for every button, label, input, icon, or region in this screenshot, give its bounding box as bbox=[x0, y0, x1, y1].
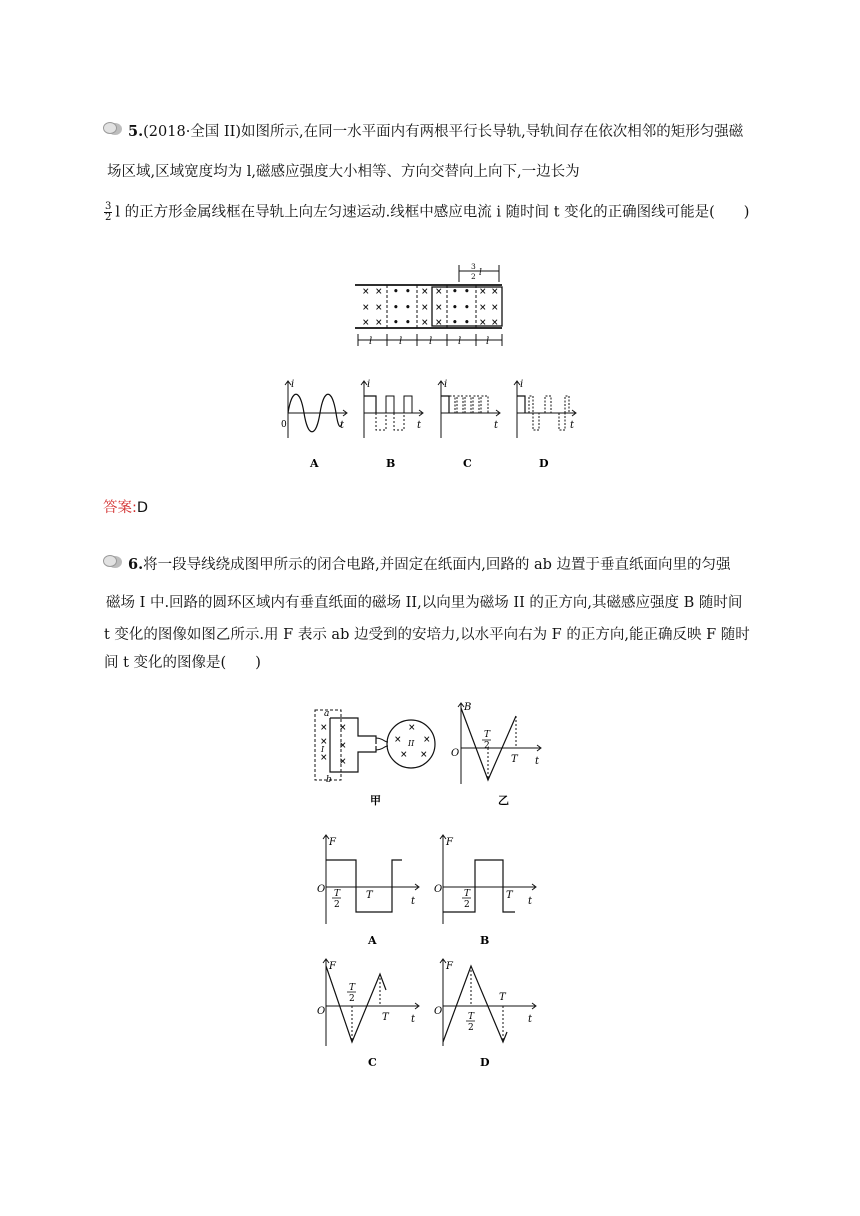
svg-text:×: × bbox=[435, 318, 443, 328]
svg-text:×: × bbox=[320, 723, 328, 733]
svg-text:t: t bbox=[340, 420, 345, 431]
svg-text:F: F bbox=[329, 837, 336, 848]
svg-text:l: l bbox=[486, 336, 490, 347]
svg-text:•: • bbox=[393, 287, 399, 297]
svg-text:×: × bbox=[423, 735, 431, 745]
q6-option-b-label: B bbox=[480, 934, 490, 947]
svg-text:×: × bbox=[408, 723, 416, 733]
svg-text:×: × bbox=[479, 303, 487, 313]
q6-option-d-label: D bbox=[480, 1056, 490, 1069]
svg-text:×: × bbox=[375, 303, 383, 313]
svg-text:t: t bbox=[528, 896, 533, 907]
q5-fraction: $\frac{3}{2}$ bbox=[105, 201, 112, 223]
svg-text:0: 0 bbox=[281, 420, 287, 430]
q6-bt-graph bbox=[444, 700, 549, 810]
svg-text:B: B bbox=[464, 702, 472, 713]
q6-line4: 间 t 变化的图像是( ) bbox=[104, 655, 261, 671]
svg-text:O: O bbox=[451, 748, 460, 759]
svg-text:F: F bbox=[329, 961, 336, 972]
svg-text:F: F bbox=[446, 961, 453, 972]
q5-line3 bbox=[104, 202, 749, 223]
svg-text:T: T bbox=[499, 992, 506, 1003]
svg-text:T: T bbox=[468, 1012, 475, 1022]
region-II: II bbox=[408, 739, 415, 748]
svg-text:×: × bbox=[491, 303, 499, 313]
svg-text:T: T bbox=[464, 889, 471, 899]
svg-text:×: × bbox=[394, 735, 402, 745]
q5-number: 5. bbox=[128, 123, 144, 140]
svg-text:×: × bbox=[339, 723, 347, 733]
question-badge-icon bbox=[103, 122, 123, 136]
svg-text:×: × bbox=[420, 750, 428, 760]
q6-graph-c bbox=[318, 956, 428, 1074]
q5-graph-b bbox=[356, 378, 428, 473]
svg-text:×: × bbox=[339, 741, 347, 751]
svg-text:•: • bbox=[464, 303, 470, 313]
q6-option-a-label: A bbox=[368, 934, 377, 947]
svg-text:×: × bbox=[375, 318, 383, 328]
svg-text:T: T bbox=[382, 1012, 389, 1023]
label-yi: 乙 bbox=[498, 794, 509, 807]
q5-graph-c bbox=[433, 378, 505, 473]
svg-text:•: • bbox=[393, 303, 399, 313]
svg-text:×: × bbox=[435, 303, 443, 313]
svg-text:•: • bbox=[405, 318, 411, 328]
svg-text:2: 2 bbox=[468, 1023, 474, 1033]
svg-text:•: • bbox=[405, 287, 411, 297]
frame-length-label bbox=[469, 262, 482, 281]
svg-text:×: × bbox=[491, 287, 499, 297]
svg-text:2: 2 bbox=[334, 900, 340, 910]
svg-text:O: O bbox=[434, 1006, 443, 1017]
svg-text:×: × bbox=[320, 753, 328, 763]
q5-option-d-label: D bbox=[539, 457, 549, 470]
svg-text:t: t bbox=[535, 756, 540, 767]
q5-graph-d bbox=[509, 378, 581, 473]
svg-text:×: × bbox=[362, 287, 370, 297]
svg-text:O: O bbox=[434, 884, 443, 895]
q5-option-a-label: A bbox=[310, 457, 319, 470]
q5-line2: 场区域,区域宽度均为 l,磁感应强度大小相等、方向交替向上向下,一边长为 bbox=[107, 164, 580, 180]
svg-text:T: T bbox=[334, 889, 341, 899]
q5-option-b-label: B bbox=[386, 457, 396, 470]
svg-text:×: × bbox=[421, 318, 429, 328]
point-a: a bbox=[324, 709, 330, 719]
q6-graph-d bbox=[435, 956, 545, 1074]
svg-text:×: × bbox=[491, 318, 499, 328]
svg-text:×: × bbox=[479, 318, 487, 328]
answer-value: D bbox=[136, 500, 149, 516]
q6-graph-a bbox=[318, 832, 428, 950]
region-I: I bbox=[321, 745, 325, 754]
svg-text:T: T bbox=[349, 983, 356, 993]
svg-text:T: T bbox=[366, 890, 373, 901]
q6-line2: 磁场 I 中.回路的圆环区域内有垂直纸面的磁场 II,以向里为磁场 II 的正方向,其磁感应强度 B 随时间 bbox=[106, 595, 743, 611]
question-badge-icon bbox=[103, 555, 123, 569]
svg-text:×: × bbox=[421, 287, 429, 297]
svg-text:t: t bbox=[411, 1014, 416, 1025]
svg-text:•: • bbox=[452, 318, 458, 328]
svg-text:i: i bbox=[291, 379, 295, 390]
svg-text:T: T bbox=[484, 730, 491, 740]
svg-text:l: l bbox=[399, 336, 403, 347]
svg-text:t: t bbox=[528, 1014, 533, 1025]
q6-circuit-figure bbox=[308, 700, 444, 810]
answer-label: 答案: bbox=[103, 500, 137, 516]
svg-text:2: 2 bbox=[464, 900, 470, 910]
svg-text:•: • bbox=[405, 303, 411, 313]
svg-text:•: • bbox=[452, 303, 458, 313]
q6-graph-b bbox=[435, 832, 545, 950]
q5-text-line1: 如图所示,在同一水平面内有两根平行长导轨,导轨间存在依次相邻的矩形匀强磁 bbox=[241, 124, 744, 140]
q5-option-c-label: C bbox=[463, 457, 472, 470]
svg-text:3: 3 bbox=[471, 262, 476, 271]
svg-text:•: • bbox=[464, 287, 470, 297]
svg-text:×: × bbox=[479, 287, 487, 297]
svg-text:×: × bbox=[362, 303, 370, 313]
svg-text:T: T bbox=[511, 754, 518, 765]
svg-text:i: i bbox=[367, 379, 371, 390]
svg-text:t: t bbox=[417, 420, 422, 431]
svg-text:F: F bbox=[446, 837, 453, 848]
svg-text:2: 2 bbox=[484, 741, 490, 751]
q6-text-line1: 将一段导线绕成图甲所示的闭合电路,并固定在纸面内,回路的 ab 边置于垂直纸面向里的匀强 bbox=[143, 557, 731, 573]
svg-text:i: i bbox=[520, 379, 524, 390]
svg-text:×: × bbox=[339, 757, 347, 767]
svg-text:2: 2 bbox=[349, 994, 355, 1004]
q5-field-figure bbox=[350, 260, 515, 350]
svg-text:l: l bbox=[479, 268, 482, 278]
svg-text:t: t bbox=[494, 420, 499, 431]
svg-text:l: l bbox=[429, 336, 433, 347]
q6-option-c-label: C bbox=[368, 1056, 377, 1069]
svg-text:×: × bbox=[435, 287, 443, 297]
svg-text:×: × bbox=[400, 750, 408, 760]
q6-line3: t 变化的图像如图乙所示.用 F 表示 ab 边受到的安培力,以水平向右为 F 的正方向,能正确反映 F 随时 bbox=[104, 627, 750, 643]
q5-line1 bbox=[128, 122, 743, 142]
dim-l-label: l bbox=[369, 336, 373, 347]
svg-text:×: × bbox=[375, 287, 383, 297]
q6-number: 6. bbox=[128, 556, 144, 573]
svg-text:×: × bbox=[421, 303, 429, 313]
svg-text:T: T bbox=[506, 890, 513, 901]
svg-text:i: i bbox=[444, 379, 448, 390]
svg-text:l: l bbox=[458, 336, 462, 347]
svg-text:O: O bbox=[317, 1006, 326, 1017]
q5-graph-a bbox=[280, 378, 352, 473]
svg-text:•: • bbox=[393, 318, 399, 328]
svg-text:×: × bbox=[320, 737, 328, 747]
q5-answer bbox=[103, 496, 148, 517]
svg-text:O: O bbox=[317, 884, 326, 895]
point-b: b bbox=[326, 775, 332, 785]
svg-text:2: 2 bbox=[471, 272, 476, 281]
svg-text:t: t bbox=[411, 896, 416, 907]
q5-source: (2018·全国 II) bbox=[143, 124, 242, 140]
svg-text:•: • bbox=[452, 287, 458, 297]
q6-line1 bbox=[128, 555, 731, 575]
svg-text:t: t bbox=[570, 420, 575, 431]
q5-text-line3: l 的正方形金属线框在导轨上向左匀速运动.线框中感应电流 i 随时间 t 变化的正确图线可能是( ) bbox=[115, 204, 750, 221]
svg-text:×: × bbox=[362, 318, 370, 328]
svg-text:•: • bbox=[464, 318, 470, 328]
label-jia: 甲 bbox=[370, 794, 381, 807]
